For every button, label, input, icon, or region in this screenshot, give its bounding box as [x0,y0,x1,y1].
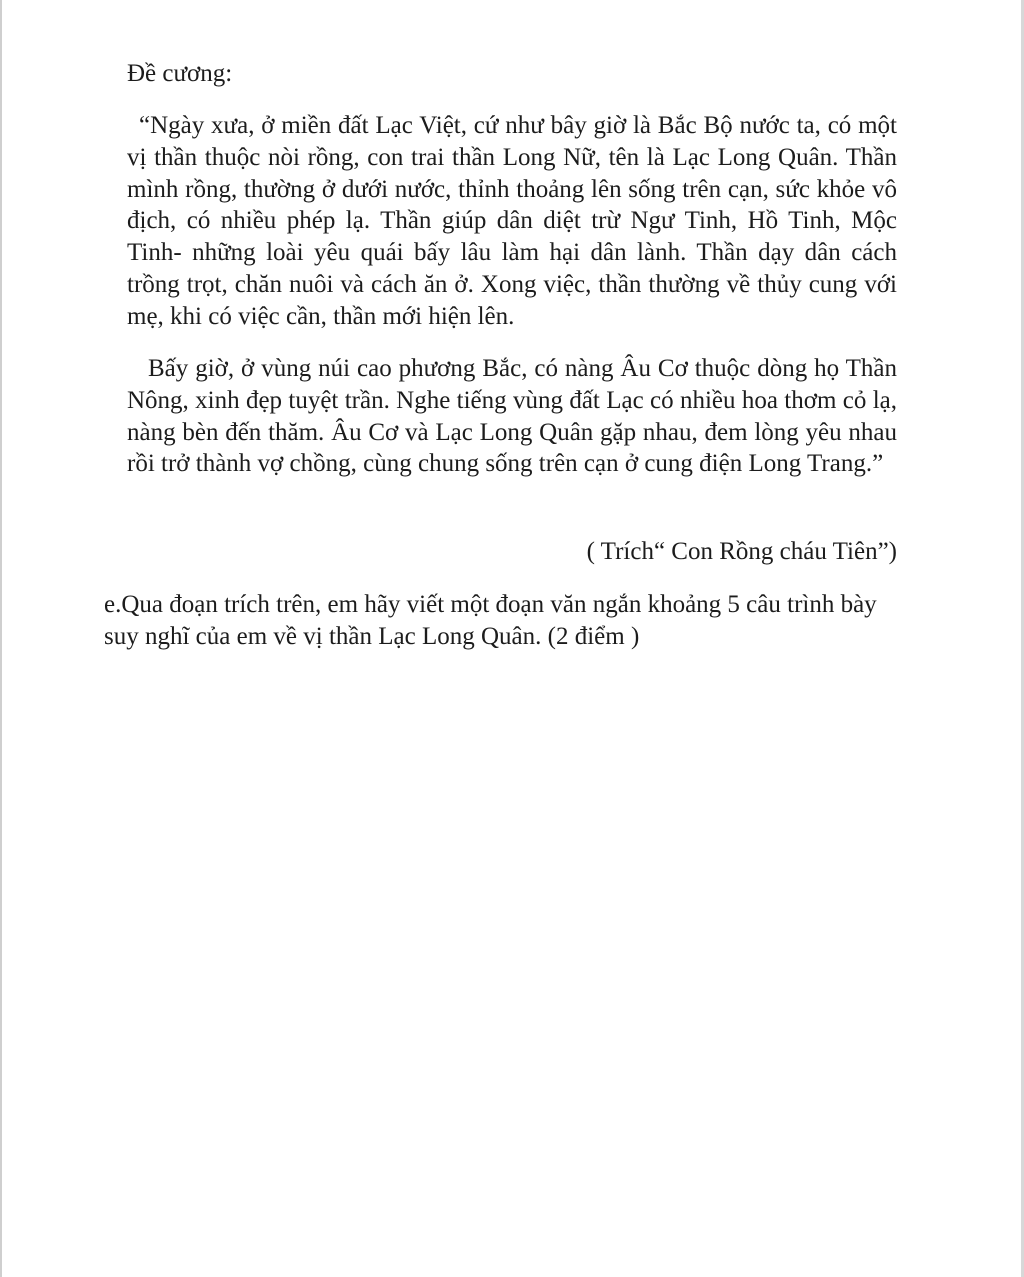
passage-paragraph-1: “Ngày xưa, ở miền đất Lạc Việt, cứ như bây giờ là Bắc Bộ nước ta, có một vị thần thuộc nòi rồng, con trai thần Long Nữ, tên là Lạc Long Quân. Thần mình rồng, thường ở dưới nước, thỉnh thoảng lên sống trên cạn, sức khỏe vô địch, có nhiều phép lạ. Thần giúp dân diệt trừ Ngư Tinh, Hồ Tinh, Mộc Tinh- những loài yêu quái bấy lâu làm hại dân lành. Thần dạy dân cách trồng trọt, chăn nuôi và cách ăn ở. Xong việc, thần thường về thủy cung với mẹ, khi có việc cần, thần mới hiện lên. [127,112,897,330]
passage-paragraph-2: Bấy giờ, ở vùng núi cao phương Bắc, có nàng Âu Cơ thuộc dòng họ Thần Nông, xinh đẹp tuyệt trần. Nghe tiếng vùng đất Lạc có nhiều hoa thơm cỏ lạ, nàng bèn đến thăm. Âu Cơ và Lạc Long Quân gặp nhau, đem lòng yêu nhau rồi trở thành vợ chồng, cùng chung sống trên cạn ở cung điện Long Trang.” [127,355,897,478]
source-citation: ( Trích“ Con Rồng cháu Tiên”) [586,538,897,565]
page-edge-left [0,0,2,1277]
outline-heading: Đề cương: [127,60,233,87]
question-e: e.Qua đoạn trích trên, em hãy viết một đoạn văn ngắn khoảng 5 câu trình bày suy nghĩ của em về vị thần Lạc Long Quân. (2 điểm ) [104,591,877,650]
